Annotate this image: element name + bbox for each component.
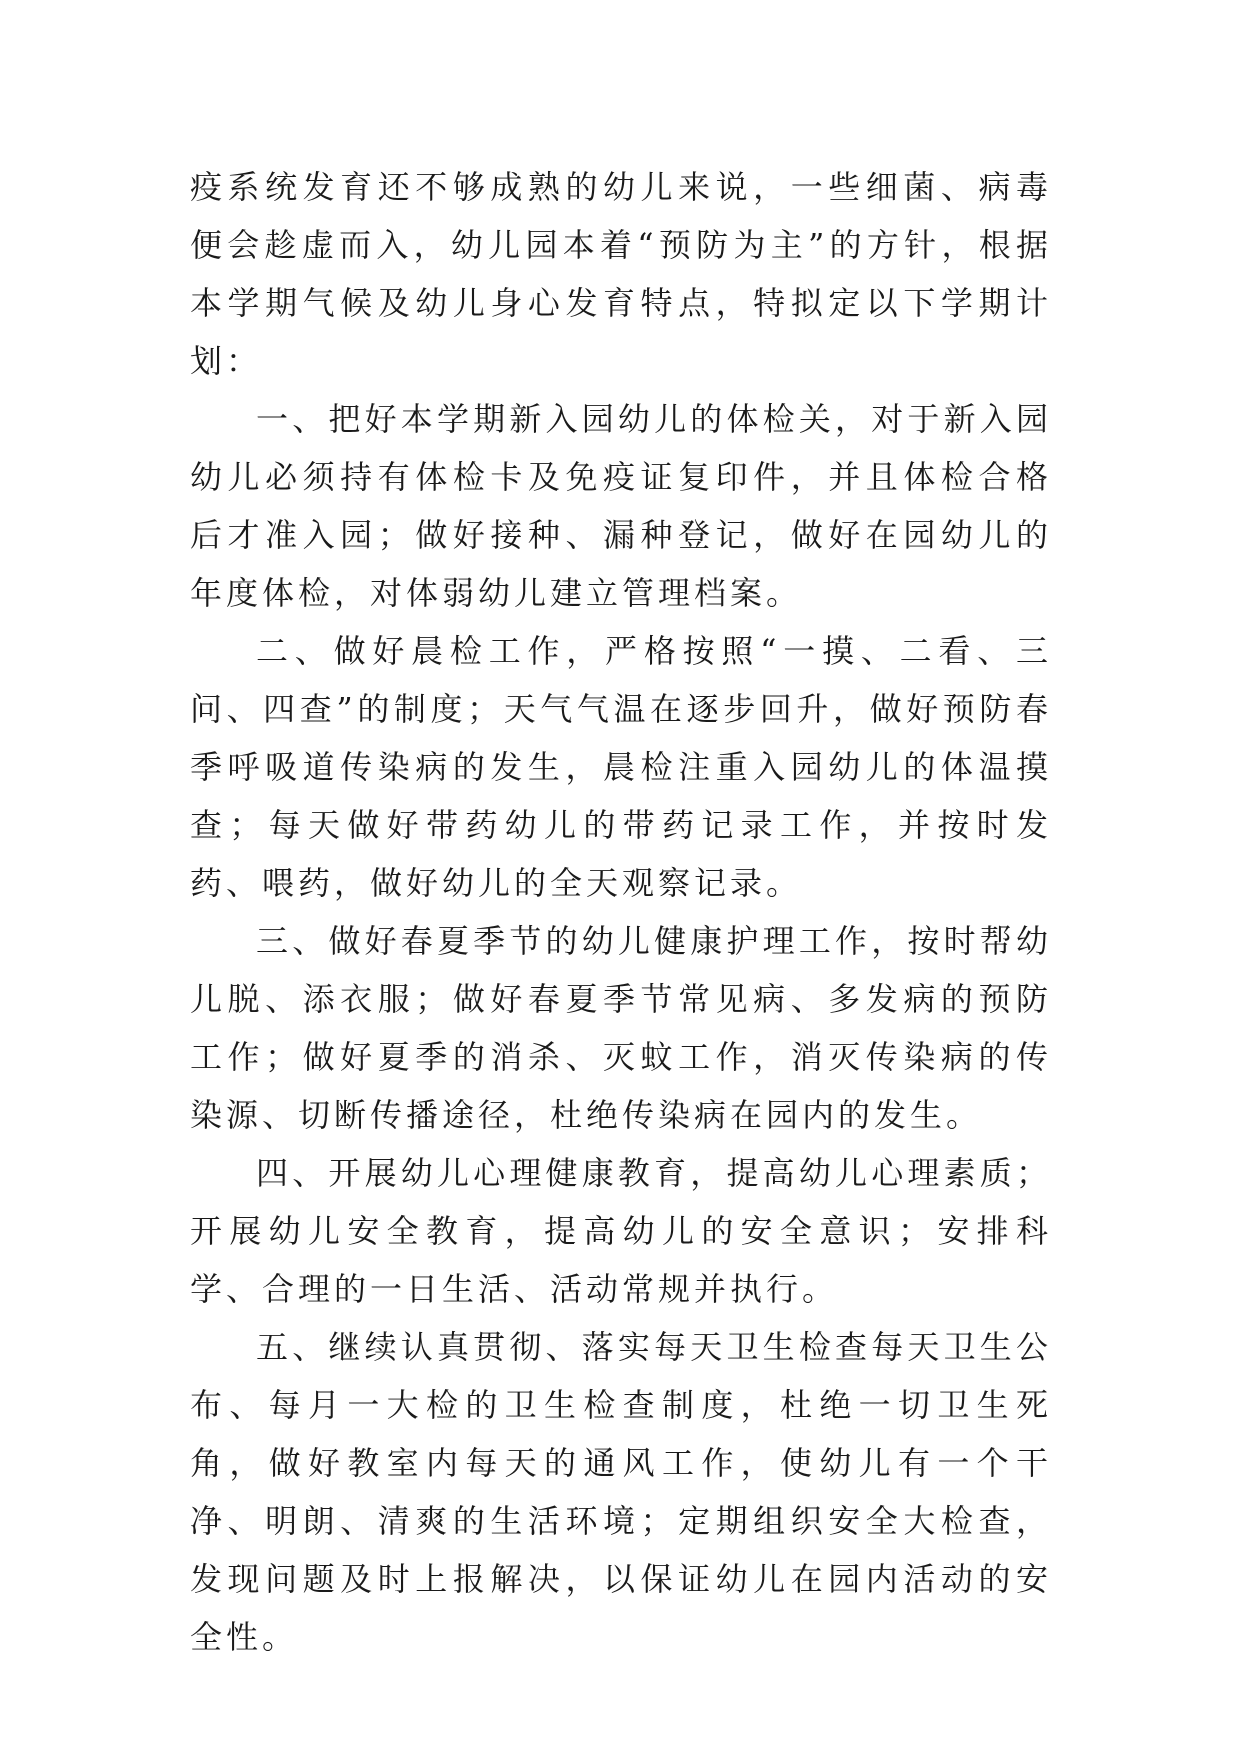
paragraph-intro-continuation: 疫系统发育还不够成熟的幼儿来说，一些细菌、病毒便会趁虚而入，幼儿园本着“预防为主”的方针，根据本学期气候及幼儿身心发育特点，特拟定以下学期计划： <box>190 168 1052 380</box>
paragraph-item-2: 二、做好晨检工作，严格按照“一摸、二看、三问、四查”的制度；天气气温在逐步回升，做好预防春季呼吸道传染病的发生，晨检注重入园幼儿的体温摸查；每天做好带药幼儿的带药记录工作，并按时发药、喂药，做好幼儿的全天观察记录。 <box>190 632 1052 902</box>
paragraph-item-1: 一、把好本学期新入园幼儿的体检关，对于新入园幼儿必须持有体检卡及免疫证复印件，并且体检合格后才准入园；做好接种、漏种登记，做好在园幼儿的年度体检，对体弱幼儿建立管理档案。 <box>190 400 1052 612</box>
paragraph-item-3: 三、做好春夏季节的幼儿健康护理工作，按时帮幼儿脱、添衣服；做好春夏季节常见病、多发病的预防工作；做好夏季的消杀、灭蚊工作，消灭传染病的传染源、切断传播途径，杜绝传染病在园内的发生。 <box>190 922 1052 1134</box>
paragraph-item-5: 五、继续认真贯彻、落实每天卫生检查每天卫生公布、每月一大检的卫生检查制度，杜绝一切卫生死角，做好教室内每天的通风工作，使幼儿有一个干净、明朗、清爽的生活环境；定期组织安全大检查，发现问题及时上报解决，以保证幼儿在园内活动的安全性。 <box>190 1328 1052 1656</box>
paragraph-item-4: 四、开展幼儿心理健康教育，提高幼儿心理素质；开展幼儿安全教育，提高幼儿的安全意识；安排科学、合理的一日生活、活动常规并执行。 <box>190 1154 1052 1308</box>
document-body <box>190 158 1052 1666</box>
